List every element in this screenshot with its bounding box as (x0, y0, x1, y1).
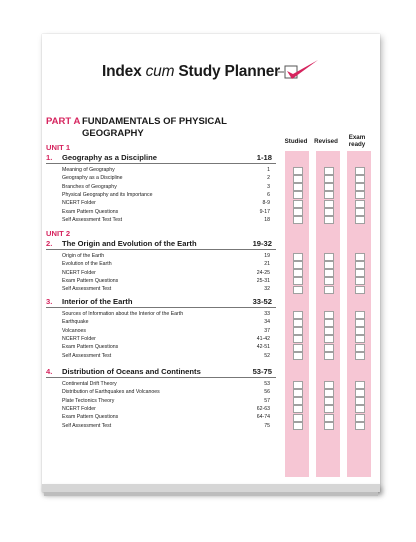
topic-title: Exam Pattern Questions (62, 277, 119, 284)
studied-checkbox[interactable] (293, 200, 303, 208)
topic-page: 53 (264, 381, 270, 387)
revised-checkbox[interactable] (324, 167, 334, 175)
studied-checkbox[interactable] (293, 327, 303, 335)
revised-checkbox[interactable] (324, 200, 334, 208)
exam-ready-checkbox[interactable] (355, 311, 365, 319)
topic-page: 64-74 (256, 414, 270, 421)
revised-checkbox[interactable] (324, 414, 334, 422)
studied-checkbox[interactable] (293, 422, 303, 430)
topic-title: Plate Tectonics Theory (62, 397, 115, 404)
exam-ready-checkbox[interactable] (355, 191, 365, 199)
title-cum: cum (145, 63, 175, 80)
topic-row (62, 413, 270, 421)
topic-page: 21 (264, 261, 270, 268)
studied-checkbox[interactable] (293, 286, 303, 294)
revised-checkbox[interactable] (324, 277, 334, 285)
topic-title: Exam Pattern Questions (62, 414, 119, 421)
chapter-title: Distribution of Oceans and Continents (62, 367, 201, 376)
studied-checkbox[interactable] (293, 253, 303, 261)
topic-row (62, 318, 270, 326)
exam-ready-checkbox[interactable] (355, 319, 365, 327)
exam-ready-checkbox[interactable] (355, 216, 365, 224)
topic-title: Origin of the Earth (62, 253, 105, 259)
exam-ready-checkbox[interactable] (355, 344, 365, 352)
revised-checkbox[interactable] (324, 191, 334, 199)
revised-checkbox[interactable] (324, 216, 334, 224)
topic-row (62, 216, 270, 224)
exam-ready-checkbox[interactable] (355, 261, 365, 269)
topic-page: 9-17 (259, 208, 270, 215)
topic-page: 56 (264, 389, 270, 396)
studied-checkbox[interactable] (293, 311, 303, 319)
revised-checkbox[interactable] (324, 397, 334, 405)
column-header-exam-ready: Exam ready (348, 134, 366, 148)
revised-checkbox[interactable] (324, 381, 334, 389)
chapter-number: 2. (46, 239, 53, 248)
topic-row (62, 310, 270, 318)
studied-checkbox[interactable] (293, 183, 303, 191)
topic-row (62, 191, 270, 199)
topic-title: Meaning of Geography (62, 167, 115, 173)
revised-checkbox[interactable] (324, 208, 334, 216)
topic-row (62, 380, 270, 388)
checkmark-icon (278, 58, 320, 84)
topic-page: 2 (267, 175, 270, 182)
chapter-heading (46, 239, 276, 250)
revised-checkbox[interactable] (324, 389, 334, 397)
unit-label: UNIT 2 (46, 229, 71, 238)
exam-ready-checkbox[interactable] (355, 397, 365, 405)
exam-ready-checkbox[interactable] (355, 405, 365, 413)
chapter-title: Geography as a Discipline (62, 153, 157, 162)
topic-page: 19 (264, 253, 270, 259)
column-header-revised: Revised (314, 138, 338, 145)
revised-checkbox[interactable] (324, 261, 334, 269)
studied-checkbox[interactable] (293, 261, 303, 269)
topic-title: Earthquake (62, 319, 89, 326)
topic-row (62, 277, 270, 285)
topic-title: Continental Drift Theory (62, 381, 117, 387)
exam-ready-checkbox[interactable] (355, 414, 365, 422)
exam-ready-checkbox[interactable] (355, 269, 365, 277)
exam-ready-checkbox[interactable] (355, 422, 365, 430)
topic-title: NCERT Folder (62, 335, 96, 342)
topic-page: 33 (264, 311, 270, 317)
exam-ready-checkbox[interactable] (355, 352, 365, 360)
revised-checkbox[interactable] (324, 335, 334, 343)
topic-title: Geography as a Discipline (62, 175, 123, 182)
studied-checkbox[interactable] (293, 381, 303, 389)
studied-checkbox[interactable] (293, 344, 303, 352)
studied-checkbox[interactable] (293, 216, 303, 224)
topic-title: Exam Pattern Questions (62, 208, 119, 215)
topic-row (62, 343, 270, 351)
topic-page: 25-31 (256, 277, 270, 284)
revised-checkbox[interactable] (324, 344, 334, 352)
topic-row (62, 166, 270, 174)
revised-checkbox[interactable] (324, 352, 334, 360)
revised-checkbox[interactable] (324, 183, 334, 191)
studied-checkbox[interactable] (293, 269, 303, 277)
chapter-heading (46, 367, 276, 378)
topic-row (62, 285, 270, 293)
studied-checkbox[interactable] (293, 175, 303, 183)
topic-page: 1 (267, 167, 270, 173)
topic-title: Self Assessment Test (62, 352, 112, 359)
exam-ready-checkbox[interactable] (355, 175, 365, 183)
exam-ready-checkbox[interactable] (355, 381, 365, 389)
topic-row (62, 397, 270, 405)
exam-ready-checkbox[interactable] (355, 183, 365, 191)
revised-checkbox[interactable] (324, 286, 334, 294)
unit-label: UNIT 1 (46, 143, 71, 152)
topic-row (62, 405, 270, 413)
studied-checkbox[interactable] (293, 277, 303, 285)
chapter-number: 4. (46, 367, 53, 376)
topic-row (62, 352, 270, 360)
chapter-heading (46, 153, 276, 164)
topic-row (62, 252, 270, 260)
title-rest: Study Planner (174, 63, 281, 80)
revised-checkbox[interactable] (324, 405, 334, 413)
topic-row (62, 422, 270, 430)
part-label: PART A (46, 116, 81, 127)
topic-page: 57 (264, 397, 270, 404)
topic-title: NCERT Folder (62, 269, 96, 276)
topic-row (62, 183, 270, 191)
exam-ready-checkbox[interactable] (355, 277, 365, 285)
topic-page: 37 (264, 327, 270, 334)
exam-ready-checkbox[interactable] (355, 167, 365, 175)
topic-title: Physical Geography and its Importance (62, 191, 153, 198)
studied-checkbox[interactable] (293, 208, 303, 216)
exam-ready-checkbox[interactable] (355, 389, 365, 397)
topic-title: Self Assessment Test (62, 422, 112, 429)
column-header-studied: Studied (284, 138, 308, 145)
studied-checkbox[interactable] (293, 319, 303, 327)
studied-checkbox[interactable] (293, 191, 303, 199)
part-title: FUNDAMENTALS OF PHYSICAL GEOGRAPHY (82, 116, 227, 139)
topic-row (62, 269, 270, 277)
chapter-title: The Origin and Evolution of the Earth (62, 239, 197, 248)
page-title (102, 63, 280, 81)
revised-checkbox[interactable] (324, 311, 334, 319)
topic-page: 62-63 (256, 405, 270, 412)
topic-title: Self Assessment Test Test (62, 216, 123, 223)
chapter-page-range: 53-75 (252, 367, 272, 376)
topic-title: Self Assessment Test (62, 286, 112, 293)
topic-page: 6 (267, 191, 270, 198)
studied-checkbox[interactable] (293, 405, 303, 413)
topic-title: Sources of Information about the Interior of the Earth (62, 311, 184, 317)
exam-ready-checkbox[interactable] (355, 253, 365, 261)
exam-ready-checkbox[interactable] (355, 335, 365, 343)
revised-checkbox[interactable] (324, 319, 334, 327)
exam-ready-checkbox[interactable] (355, 208, 365, 216)
topic-row (62, 335, 270, 343)
studied-checkbox[interactable] (293, 352, 303, 360)
topic-title: Branches of Geography (62, 183, 117, 190)
studied-checkbox[interactable] (293, 397, 303, 405)
title-main: Index (102, 63, 146, 80)
topic-row (62, 388, 270, 396)
page-stack-edge-lower (44, 492, 378, 496)
studied-checkbox[interactable] (293, 414, 303, 422)
topic-row (62, 260, 270, 268)
topic-page: 34 (264, 319, 270, 326)
topic-row (62, 208, 270, 216)
topic-page: 42-51 (256, 344, 270, 351)
revised-checkbox[interactable] (324, 175, 334, 183)
exam-ready-checkbox[interactable] (355, 200, 365, 208)
chapter-heading (46, 297, 276, 308)
page-stack-edge (42, 484, 380, 492)
topic-title: NCERT Folder (62, 405, 96, 412)
topic-page: 8-9 (262, 200, 270, 207)
topic-row (62, 327, 270, 335)
topic-title: NCERT Folder (62, 200, 96, 207)
exam-ready-checkbox[interactable] (355, 286, 365, 294)
studied-checkbox[interactable] (293, 167, 303, 175)
chapter-page-range: 33-52 (252, 297, 272, 306)
topic-page: 3 (267, 183, 270, 190)
topic-page: 18 (264, 216, 270, 223)
revised-checkbox[interactable] (324, 327, 334, 335)
topic-title: Distribution of Earthquakes and Volcanoes (62, 389, 160, 396)
topic-row (62, 174, 270, 182)
studied-checkbox[interactable] (293, 335, 303, 343)
exam-ready-checkbox[interactable] (355, 327, 365, 335)
chapter-page-range: 19-32 (252, 239, 272, 248)
chapter-title: Interior of the Earth (62, 297, 133, 306)
topic-title: Evolution of the Earth (62, 261, 112, 268)
revised-checkbox[interactable] (324, 422, 334, 430)
chapter-page-range: 1-18 (256, 153, 272, 162)
topic-page: 75 (264, 422, 270, 429)
topic-page: 32 (264, 286, 270, 293)
studied-checkbox[interactable] (293, 389, 303, 397)
chapter-number: 3. (46, 297, 53, 306)
revised-checkbox[interactable] (324, 253, 334, 261)
chapter-number: 1. (46, 153, 53, 162)
topic-title: Exam Pattern Questions (62, 344, 119, 351)
revised-checkbox[interactable] (324, 269, 334, 277)
topic-title: Volcanoes (62, 327, 86, 334)
topic-row (62, 199, 270, 207)
topic-page: 24-25 (256, 269, 270, 276)
topic-page: 41-42 (256, 335, 270, 342)
topic-page: 52 (264, 352, 270, 359)
